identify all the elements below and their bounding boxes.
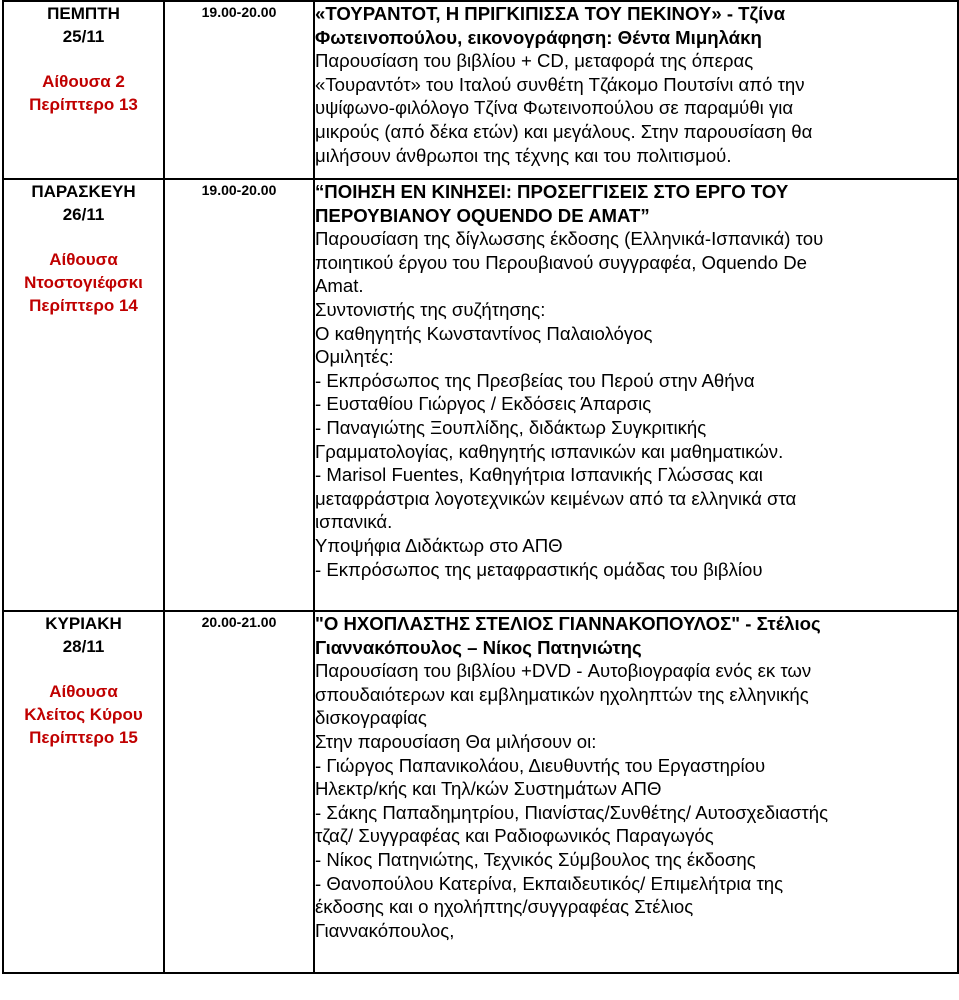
day-date: 26/11 (62, 205, 105, 224)
day-cell (3, 611, 164, 973)
venue (4, 248, 163, 317)
description-cell (314, 179, 958, 611)
day-date: 28/11 (62, 637, 105, 656)
day-name: ΠΕΜΠΤΗ (47, 4, 120, 23)
venue-line: Αίθουσα (49, 682, 118, 701)
day-name: ΚΥΡΙΑΚΗ (45, 614, 122, 633)
venue-line: Αίθουσα 2 (42, 72, 125, 91)
event-description: Παρουσίαση της δίγλωσσης έκδοσης (Ελληνικά-Ισπανικά) του ποιητικού έργου του Περουβιανού συγγραφέα, Oquendo De Amat. Συντονιστής της συζήτησης: Ο καθηγητής Κωνσταντίνος Παλαιολόγος Ομιλητές: - Εκπρόσωπος της Πρεσβείας του Περού στην Αθήνα - Ευσταθίου Γιώργος / Εκδόσεις Άπαρσις - Παναγιώτης Ξουπλίδης, διδάκτωρ Συγκριτικής Γραμματολογίας, καθηγητής ισπανικών και μαθηματικών. - Marisol Fuentes, Καθηγήτρια Ισπανικής Γλώσσας και μεταφράστρια λογοτεχνικών κειμένων από τα ελληνικά στα ισπανικά. Υποψήφια Διδάκτωρ στο ΑΠΘ - Εκπρόσωπος της μεταφραστικής ομάδας του βιβλίου (315, 228, 824, 580)
event-schedule-table (2, 0, 959, 974)
day-cell (3, 1, 164, 179)
time-cell: 20.00-21.00 (164, 611, 314, 973)
venue (4, 680, 163, 749)
day-date: 25/11 (62, 27, 105, 46)
venue (4, 70, 163, 116)
venue-line: Ντοστογιέφσκι (24, 273, 143, 292)
time-cell: 19.00-20.00 (164, 179, 314, 611)
event-title: «ΤΟΥΡΑΝΤΟΤ, Η ΠΡΙΓΚΙΠΙΣΣΑ ΤΟΥ ΠΕΚΙΝΟΥ» - Τζίνα Φωτεινοπούλου, εικονογράφηση: Θέντα Μιμηλάκη (315, 3, 786, 48)
event-title: “ΠΟΙΗΣΗ ΕΝ ΚΙΝΗΣΕΙ: ΠΡΟΣΕΓΓΙΣΕΙΣ ΣΤΟ ΕΡΓΟ ΤΟΥ ΠΕΡΟΥΒΙΑΝΟΥ OQUENDO DE AMAT” (315, 181, 789, 226)
venue-line: Περίπτερο 13 (29, 95, 138, 114)
event-row (3, 611, 958, 973)
description-cell (314, 611, 958, 973)
event-description: Παρουσίαση του βιβλίου + CD, μεταφορά της όπερας «Τουραντότ» του Ιταλού συνθέτη Τζάκομο Πουτσίνι από την υψίφωνο-φιλόλογο Τζίνα Φωτεινοπούλου σε παραμύθι για μικρούς (από δέκα ετών) και μεγάλους. Στην παρουσίαση θα μιλήσουν άνθρωποι της τέχνης και του πολιτισμού. (315, 50, 813, 166)
venue-line: Περίπτερο 14 (29, 296, 138, 315)
event-row (3, 179, 958, 611)
description-cell (314, 1, 958, 179)
time-cell: 19.00-20.00 (164, 1, 314, 179)
day-cell (3, 179, 164, 611)
venue-line: Κλείτος Κύρου (24, 705, 143, 724)
venue-line: Αίθουσα (49, 250, 118, 269)
venue-line: Περίπτερο 15 (29, 728, 138, 747)
event-description: Παρουσίαση του βιβλίου +DVD - Αυτοβιογραφία ενός εκ των σπουδαιότερων και εμβληματικών ηχοληπτών της ελληνικής δισκογραφίας Στην παρουσίαση Θα μιλήσουν οι: - Γιώργος Παπανικολάου, Διευθυντής του Εργαστηρίου Ηλεκτρ/κής και Τηλ/κών Συστημάτων ΑΠΘ - Σάκης Παπαδημητρίου, Πιανίστας/Συνθέτης/ Αυτοσχεδιαστής τζαζ/ Συγγραφέας και Ραδιοφωνικός Παραγωγός - Νίκος Πατηνιώτης, Τεχνικός Σύμβουλος της έκδοσης - Θανοπούλου Κατερίνα, Εκπαιδευτικός/ Επιμελήτρια της έκδοσης και ο ηχολήπτης/συγγραφέας Στέλιος Γιαννακόπουλος, (315, 660, 829, 941)
event-row (3, 1, 958, 179)
event-title: "Ο ΗΧΟΠΛΑΣΤΗΣ ΣΤΕΛΙΟΣ ΓΙΑΝΝΑΚΟΠΟΥΛΟΣ" - Στέλιος Γιαννακόπουλος – Νίκος Πατηνιώτης (315, 613, 821, 658)
day-name: ΠΑΡΑΣΚΕΥΗ (31, 182, 136, 201)
